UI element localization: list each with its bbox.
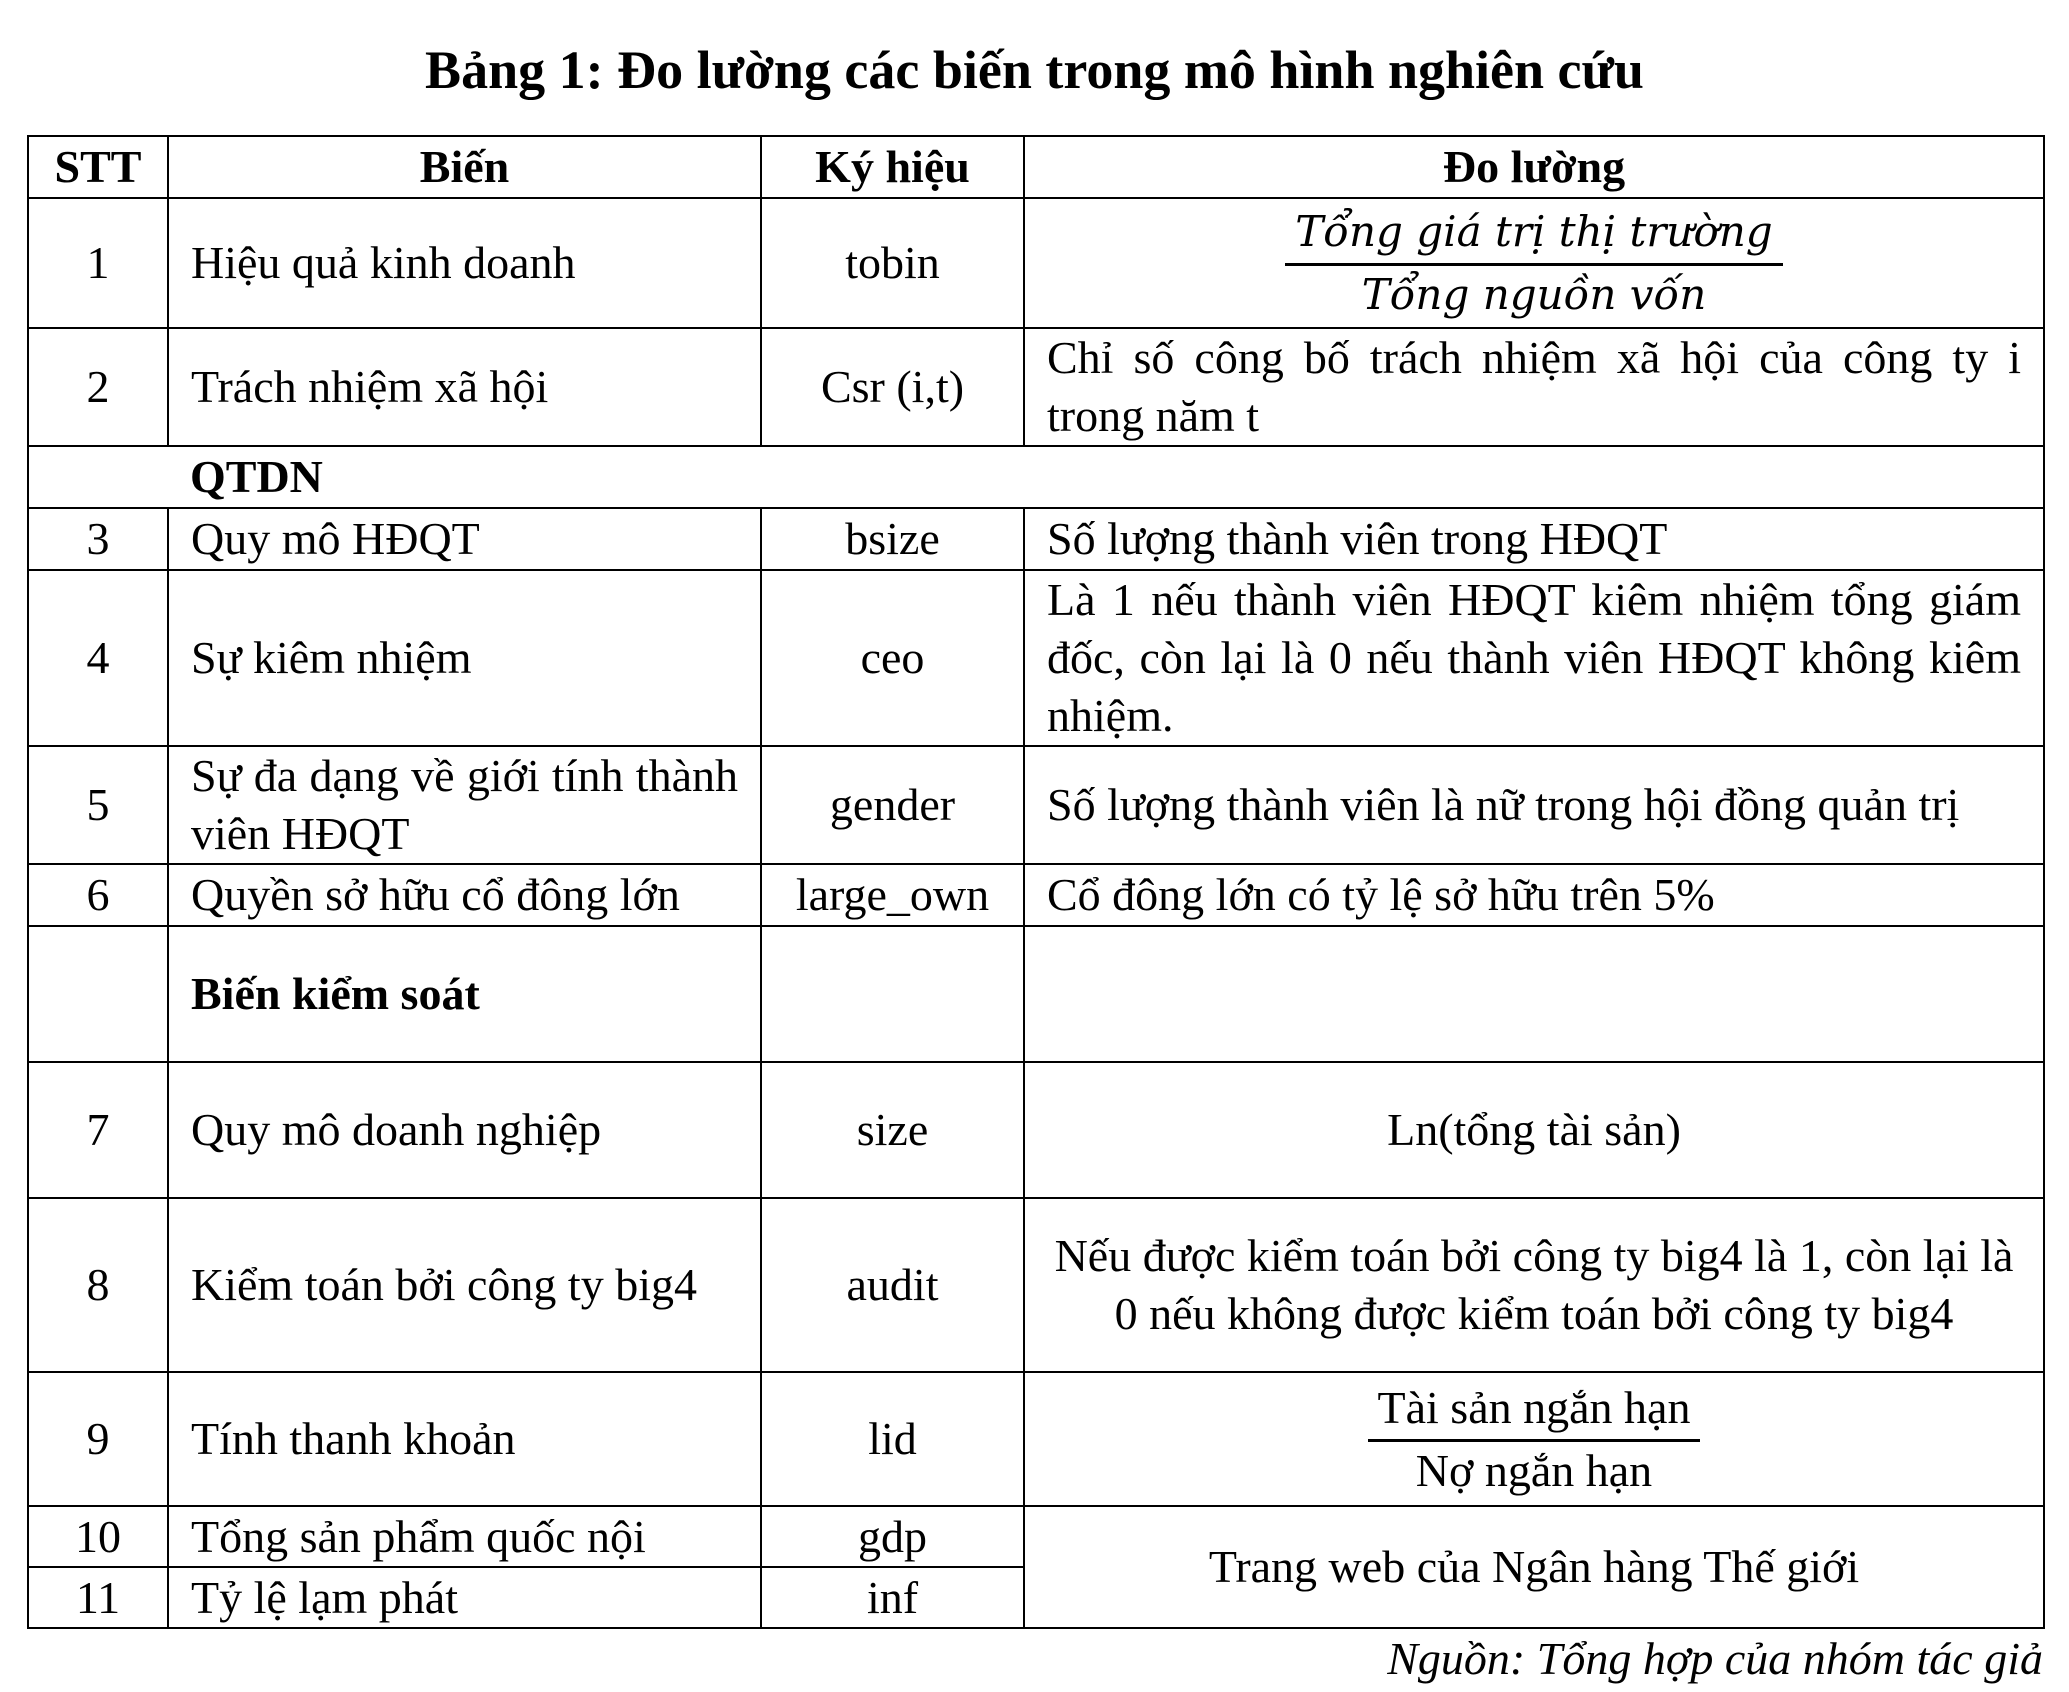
cell-bien: Sự đa dạng về giới tính thành viên HĐQT	[168, 746, 761, 864]
cell-do-luong	[1024, 1372, 2044, 1506]
cell-bien: Tỷ lệ lạm phát	[168, 1567, 761, 1628]
cell-bien: Quyền sở hữu cổ đông lớn	[168, 864, 761, 926]
cell-do-luong: Trang web của Ngân hàng Thế giới	[1024, 1506, 2044, 1628]
cell-do-luong: Ln(tổng tài sản)	[1024, 1062, 2044, 1198]
cell-ky-hieu: gdp	[761, 1506, 1024, 1567]
cell-do-luong: Số lượng thành viên là nữ trong hội đồng quản trị	[1024, 746, 2044, 864]
section-label: Biến kiểm soát	[168, 926, 761, 1062]
cell-do-luong	[1024, 198, 2044, 328]
cell-bien: Tính thanh khoản	[168, 1372, 761, 1506]
cell-stt: 6	[28, 864, 168, 926]
table-row	[28, 328, 2044, 446]
cell-do-luong: Chỉ số công bố trách nhiệm xã hội của công ty i trong năm t	[1024, 328, 2044, 446]
table-row	[28, 1198, 2044, 1372]
cell-do-luong: Số lượng thành viên trong HĐQT	[1024, 508, 2044, 570]
formula-numerator: Tài sản ngắn hạn	[1377, 1381, 1691, 1433]
cell-ky-hieu: Csr (i,t)	[761, 328, 1024, 446]
section-row	[28, 446, 2044, 508]
cell-stt: 9	[28, 1372, 168, 1506]
table-row	[28, 1062, 2044, 1198]
formula-denominator: Tổng nguồn vốn	[1361, 269, 1707, 319]
tobin-formula	[1285, 203, 1782, 324]
cell-ky-hieu: large_own	[761, 864, 1024, 926]
table-title: Bảng 1: Đo lường các biến trong mô hình nghiên cứu	[425, 40, 1644, 100]
liquidity-formula	[1368, 1379, 1701, 1500]
cell-do-luong: Là 1 nếu thành viên HĐQT kiêm nhiệm tổng giám đốc, còn lại là 0 nếu thành viên HĐQT không kiêm nhiệm.	[1024, 570, 2044, 746]
cell-ky-hieu: audit	[761, 1198, 1024, 1372]
cell-stt: 3	[28, 508, 168, 570]
cell-ky-hieu: inf	[761, 1567, 1024, 1628]
cell-ky-hieu: gender	[761, 746, 1024, 864]
formula-denominator: Nợ ngắn hạn	[1415, 1444, 1653, 1496]
variables-table	[27, 135, 2045, 1629]
cell-stt: 4	[28, 570, 168, 746]
header-bien: Biến	[168, 136, 761, 198]
header-ky-hieu: Ký hiệu	[761, 136, 1024, 198]
cell-ky-hieu: size	[761, 1062, 1024, 1198]
cell-bien: Sự kiêm nhiệm	[168, 570, 761, 746]
cell-bien: Hiệu quả kinh doanh	[168, 198, 761, 328]
cell-do-luong: Nếu được kiểm toán bởi công ty big4 là 1, còn lại là 0 nếu không được kiểm toán bởi công ty big4	[1024, 1198, 2044, 1372]
table-row	[28, 508, 2044, 570]
table-row	[28, 1372, 2044, 1506]
cell-bien: Kiểm toán bởi công ty big4	[168, 1198, 761, 1372]
source-note: Nguồn: Tổng hợp của nhóm tác giả	[1387, 1633, 2043, 1684]
cell-stt: 2	[28, 328, 168, 446]
section-label: QTDN	[168, 446, 2044, 508]
cell-bien: Quy mô doanh nghiệp	[168, 1062, 761, 1198]
cell-bien: Trách nhiệm xã hội	[168, 328, 761, 446]
cell-stt: 11	[28, 1567, 168, 1628]
header-row	[28, 136, 2044, 198]
cell-ky-hieu: lid	[761, 1372, 1024, 1506]
cell-ky-hieu: bsize	[761, 508, 1024, 570]
cell-stt: 1	[28, 198, 168, 328]
formula-numerator: Tổng giá trị thị trường	[1295, 206, 1773, 256]
cell-ky-hieu: tobin	[761, 198, 1024, 328]
cell-stt: 8	[28, 1198, 168, 1372]
section-row	[28, 926, 2044, 1062]
cell-do-luong: Cổ đông lớn có tỷ lệ sở hữu trên 5%	[1024, 864, 2044, 926]
table-row	[28, 864, 2044, 926]
table-row	[28, 746, 2044, 864]
header-do-luong: Đo lường	[1024, 136, 2044, 198]
table-row	[28, 570, 2044, 746]
table-row	[28, 198, 2044, 328]
cell-bien: Tổng sản phẩm quốc nội	[168, 1506, 761, 1567]
header-stt: STT	[28, 136, 168, 198]
cell-stt: 7	[28, 1062, 168, 1198]
cell-stt: 5	[28, 746, 168, 864]
cell-bien: Quy mô HĐQT	[168, 508, 761, 570]
table-row	[28, 1506, 2044, 1567]
cell-ky-hieu: ceo	[761, 570, 1024, 746]
cell-stt: 10	[28, 1506, 168, 1567]
